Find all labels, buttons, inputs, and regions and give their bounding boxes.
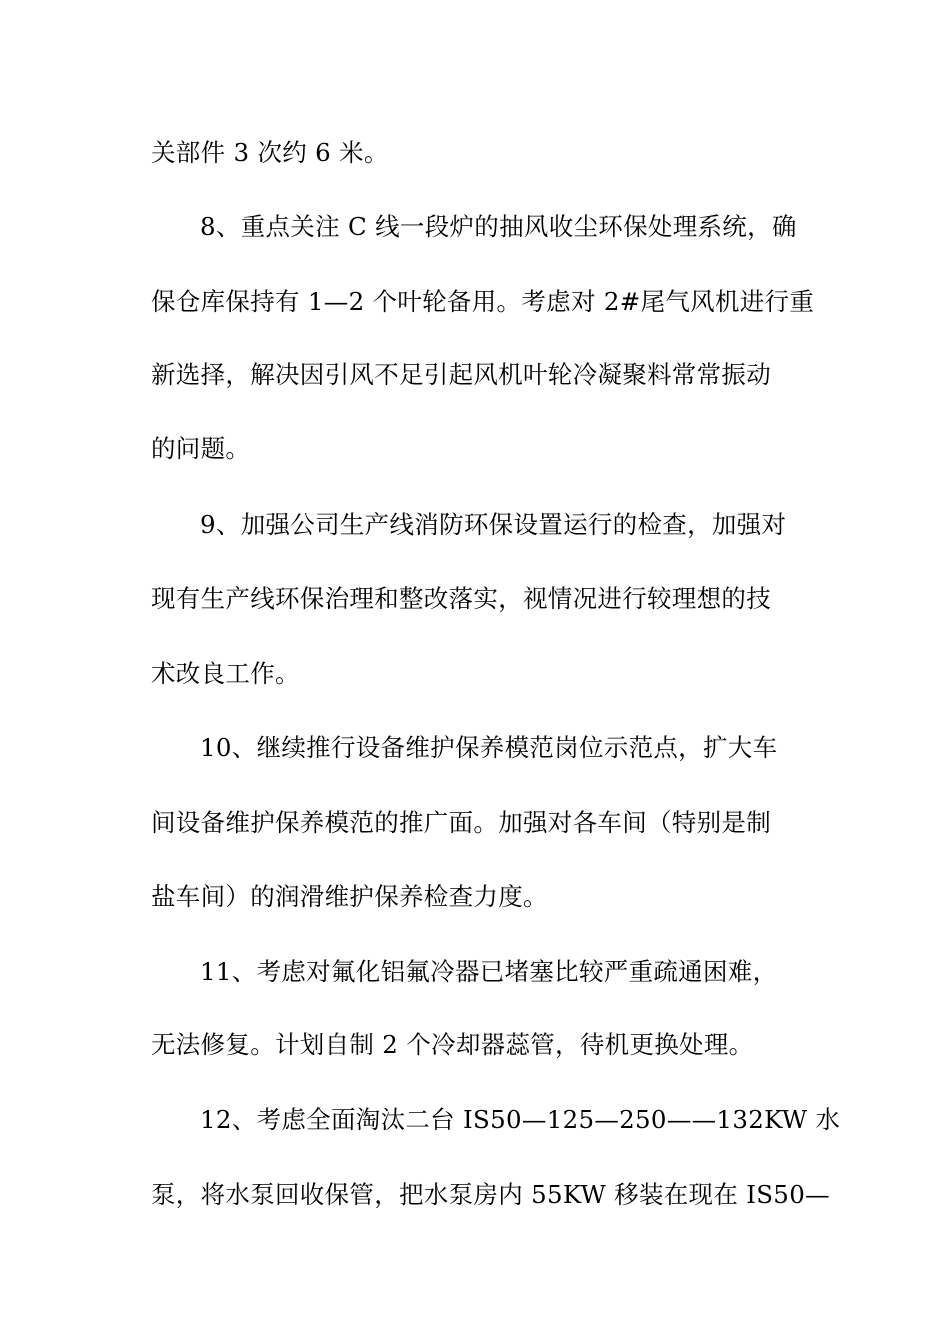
paragraph-line: 无法修复。计划自制 2 个冷却器蕊管，待机更换处理。 [151,1030,754,1059]
paragraph-line: 8、重点关注 C 线一段炉的抽风收尘环保处理系统，确 [200,212,797,241]
paragraph-line: 泵，将水泵回收保管，把水泵房内 55KW 移装在现在 IS50— [151,1180,830,1209]
paragraph-line: 间设备维护保养模范的推广面。加强对各车间（特别是制 [151,808,771,837]
paragraph-line: 现有生产线环保治理和整改落实，视情况进行较理想的技 [151,584,771,613]
paragraph-line: 术改良工作。 [151,659,300,688]
paragraph-line: 9、加强公司生产线消防环保设置运行的检查，加强对 [200,510,787,539]
paragraph-line: 的问题。 [151,434,251,463]
paragraph-line: 关部件 3 次约 6 米。 [151,138,389,167]
paragraph-line: 新选择，解决因引风不足引起风机叶轮冷凝聚料常常振动 [151,360,771,389]
paragraph-line: 保仓库保持有 1—2 个叶轮备用。考虑对 2#尾气风机进行重 [151,287,815,316]
paragraph-line: 11、考虑对氟化铝氟冷器已堵塞比较严重疏通困难， [200,957,778,986]
paragraph-line: 10、继续推行设备维护保养模范岗位示范点，扩大车 [200,733,778,762]
paragraph-line: 盐车间）的润滑维护保养检查力度。 [151,882,548,911]
paragraph-line: 12、考虑全面淘汰二台 IS50—125—250——132KW 水 [200,1105,841,1134]
